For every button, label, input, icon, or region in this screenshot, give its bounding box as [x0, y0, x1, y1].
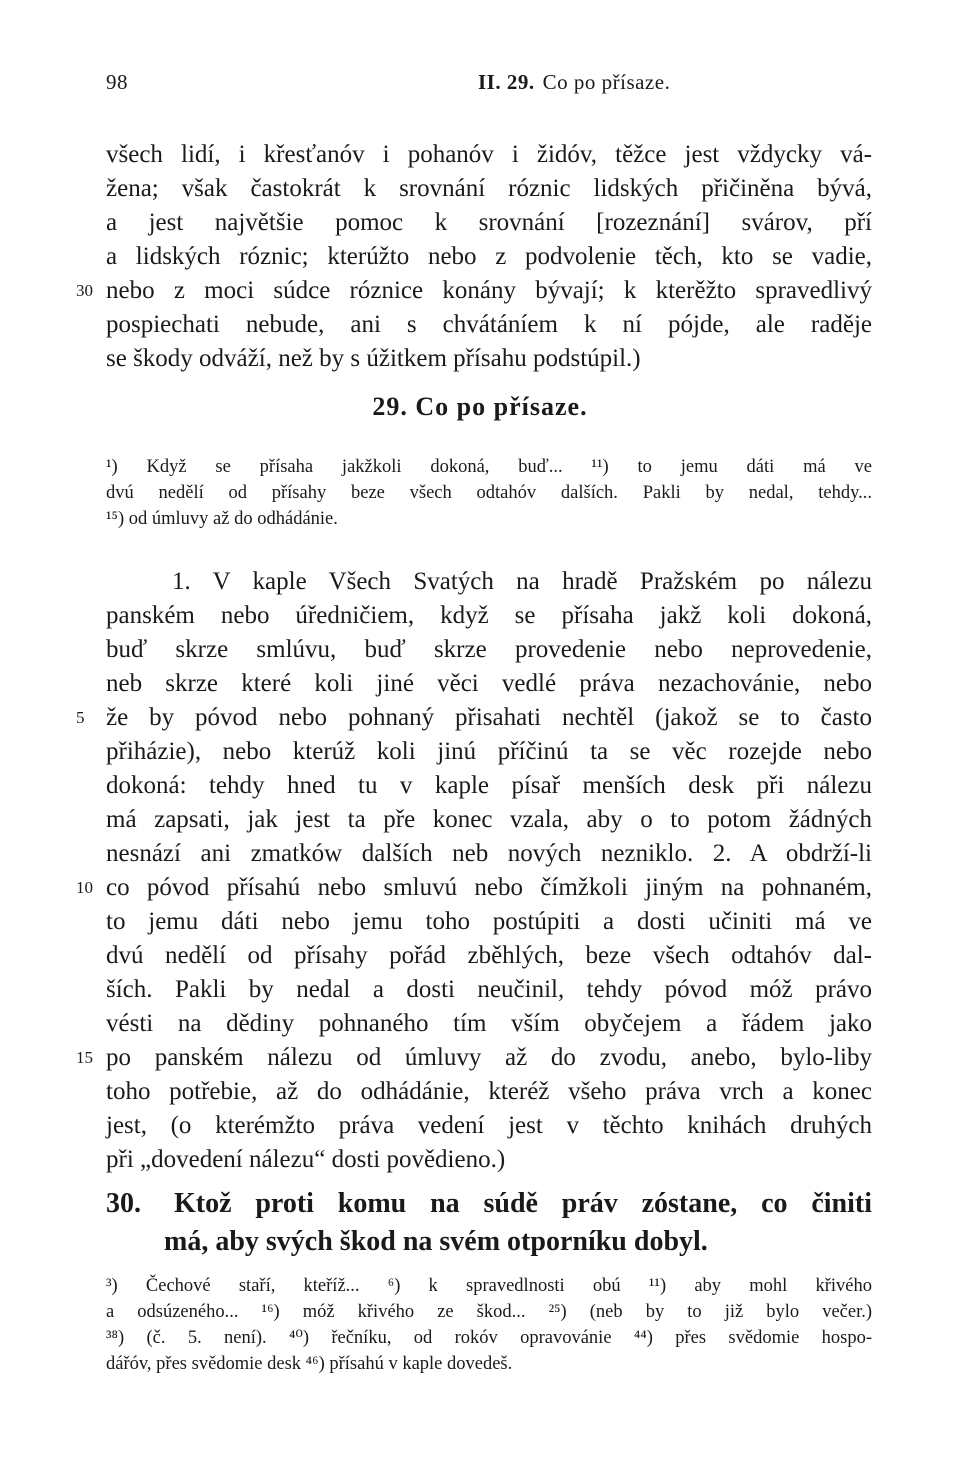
line-text: že by póvod nebo pohnaný přisahati nechtěl (jakož se to často — [106, 704, 872, 731]
text-line — [106, 769, 872, 803]
text-line — [106, 905, 872, 939]
line-text: žena; však častokrát k srovnání róznic lidských přičiněna bývá, — [106, 175, 872, 202]
line-text: neb skrze které koli jiné věci vedlé práva nezachovánie, nebo — [106, 670, 872, 697]
text-line — [76, 274, 872, 308]
text-line — [106, 172, 872, 206]
line-text: 1. V kaple Všech Svatých na hradě Pražském po nálezu — [172, 568, 872, 595]
line-text: toho potřebie, až do odhádánie, kteréž všeho práva vrch a konec — [106, 1078, 872, 1105]
text-line — [106, 939, 872, 973]
text-line — [106, 973, 872, 1007]
line-text: ³⁸) (č. 5. není). ⁴⁰) řečníku, od rokóv opravovánie ⁴⁴) přes svědomie hospo- — [106, 1328, 872, 1348]
text-line — [106, 240, 872, 274]
text-line — [106, 837, 872, 871]
line-text: po panském nálezu od úmluvy až do zvodu, anebo, bylo-liby — [106, 1044, 872, 1071]
line-text: ¹⁵) od úmluvy až do odhádánie. — [106, 509, 338, 529]
text-line — [106, 735, 872, 769]
text-line — [106, 1109, 872, 1143]
margin-line-number: 30 — [76, 281, 93, 300]
text-line — [76, 1041, 872, 1075]
footnotes-section-29 — [106, 454, 872, 532]
line-text: ³) Čechové staří, kteříž... ⁶) k spravedlnosti obú ¹¹) aby mohl křivého — [106, 1276, 872, 1296]
line-text: co póvod přísahú nebo smluvú nebo čímžkoli jiným na pohnaném, — [106, 874, 872, 901]
text-line — [76, 871, 872, 905]
line-text: ¹) Když se přísaha jakžkoli dokoná, buď... ¹¹) to jemu dáti má ve — [106, 457, 872, 477]
section-29-heading: 29. Co po přísaze. — [372, 392, 588, 421]
line-text: dokoná: tehdy hned tu v kaple písař menších desk při nálezu — [106, 772, 872, 799]
line-text: a lidských róznic; kterúžto nebo z podvolenie těch, kto se vadie, — [106, 243, 872, 270]
line-text: jest, (o kterémžto práva vedení jest v těchto knihách druhých — [106, 1112, 872, 1139]
line-text: buď skrze smlúvu, buď skrze provedenie nebo neprovedenie, — [106, 636, 872, 663]
text-line — [106, 633, 872, 667]
line-text: a jest najvětšie pomoc k srovnání [rozeznání] svárov, pří — [106, 209, 872, 236]
line-text: vésti na dědiny pohnaného tím vším obyčejem a řádem jako — [106, 1010, 872, 1037]
footnote-line — [106, 1273, 872, 1299]
section-29-body — [76, 565, 872, 1177]
footnote-line — [106, 454, 872, 480]
line-text: nesnází ani zmatków dalších neb nových nezniklo. 2. A obdrží-li — [106, 840, 872, 867]
text-line — [106, 565, 872, 599]
line-text: ších. Pakli by nedal a dosti neučinil, tehdy póvod móž právo — [106, 976, 872, 1003]
text-line — [106, 1007, 872, 1041]
text-line — [106, 667, 872, 701]
text-line — [106, 342, 872, 376]
text-line — [106, 308, 872, 342]
text-line — [106, 803, 872, 837]
margin-line-number: 15 — [76, 1048, 93, 1067]
page-header — [106, 70, 872, 104]
text-line — [76, 701, 872, 735]
text-line — [106, 599, 872, 633]
line-text: pospiechati nebude, ani s chvátáníem k ní pójde, ale raděje — [106, 311, 872, 338]
section-30-title-line2: má, aby svých škod na svém otporníku dobyl. — [164, 1226, 708, 1257]
line-text: nebo z moci súdce róznice konány bývají; k kterěžto spravedlivý — [106, 277, 872, 304]
text-line — [106, 138, 872, 172]
line-text: dářóv, přes svědomie desk ⁴⁶) přísahú v kaple dovedeš. — [106, 1354, 513, 1374]
section-30-number: 30. — [106, 1188, 141, 1219]
line-text: dvú nedělí od přísahy beze všech odtahóv dalších. Pakli by nedal, tehdy... — [106, 483, 872, 503]
line-text: to jemu dáti nebo jemu toho postúpiti a dosti učiniti má ve — [106, 908, 872, 935]
footnote-line — [106, 1325, 872, 1351]
footnote-line — [106, 506, 872, 532]
intro-paragraph — [76, 138, 872, 376]
line-text: a odsúzeného... ¹⁶) móž křivého ze škod... ²⁵) (neb by to již bylo večer.) — [106, 1302, 872, 1322]
text-line — [106, 206, 872, 240]
line-text: při „dovedení nálezu“ dosti povědieno.) — [106, 1146, 506, 1173]
line-text: má zapsati, jak jest ta pře konec vzala, aby o to potom žádných — [106, 806, 872, 833]
footnote-line — [106, 480, 872, 506]
text-line — [106, 1143, 872, 1177]
page-number: 98 — [106, 70, 128, 94]
line-text: přiházie), nebo kterúž koli jinú příčinú ta se věc rozejde nebo — [106, 738, 872, 765]
line-text: se škody odváží, než by s úžitkem přísahu podstúpil.) — [106, 345, 641, 372]
line-text: všech lidí, i křesťanóv i pohanóv i židóv, těžce jest vždycky vá- — [106, 141, 872, 168]
footnote-line — [106, 1299, 872, 1325]
footnote-line — [106, 1351, 872, 1377]
footnotes-section-30 — [106, 1273, 872, 1377]
running-title-text: Co po přísaze. — [542, 70, 671, 94]
line-text: dvú nedělí od přísahy pořád zběhlých, beze všech odtahóv dal- — [106, 942, 872, 969]
margin-line-number: 5 — [76, 708, 85, 727]
running-title — [478, 70, 670, 95]
section-30-title-line1: Ktož proti komu na súdě práv zóstane, co činiti — [174, 1188, 872, 1219]
text-line — [106, 1075, 872, 1109]
margin-line-number: 10 — [76, 878, 93, 897]
line-text: panském nebo úředničiem, když se přísaha jakž koli dokoná, — [106, 602, 872, 629]
running-section-number: II. 29. — [478, 70, 535, 94]
